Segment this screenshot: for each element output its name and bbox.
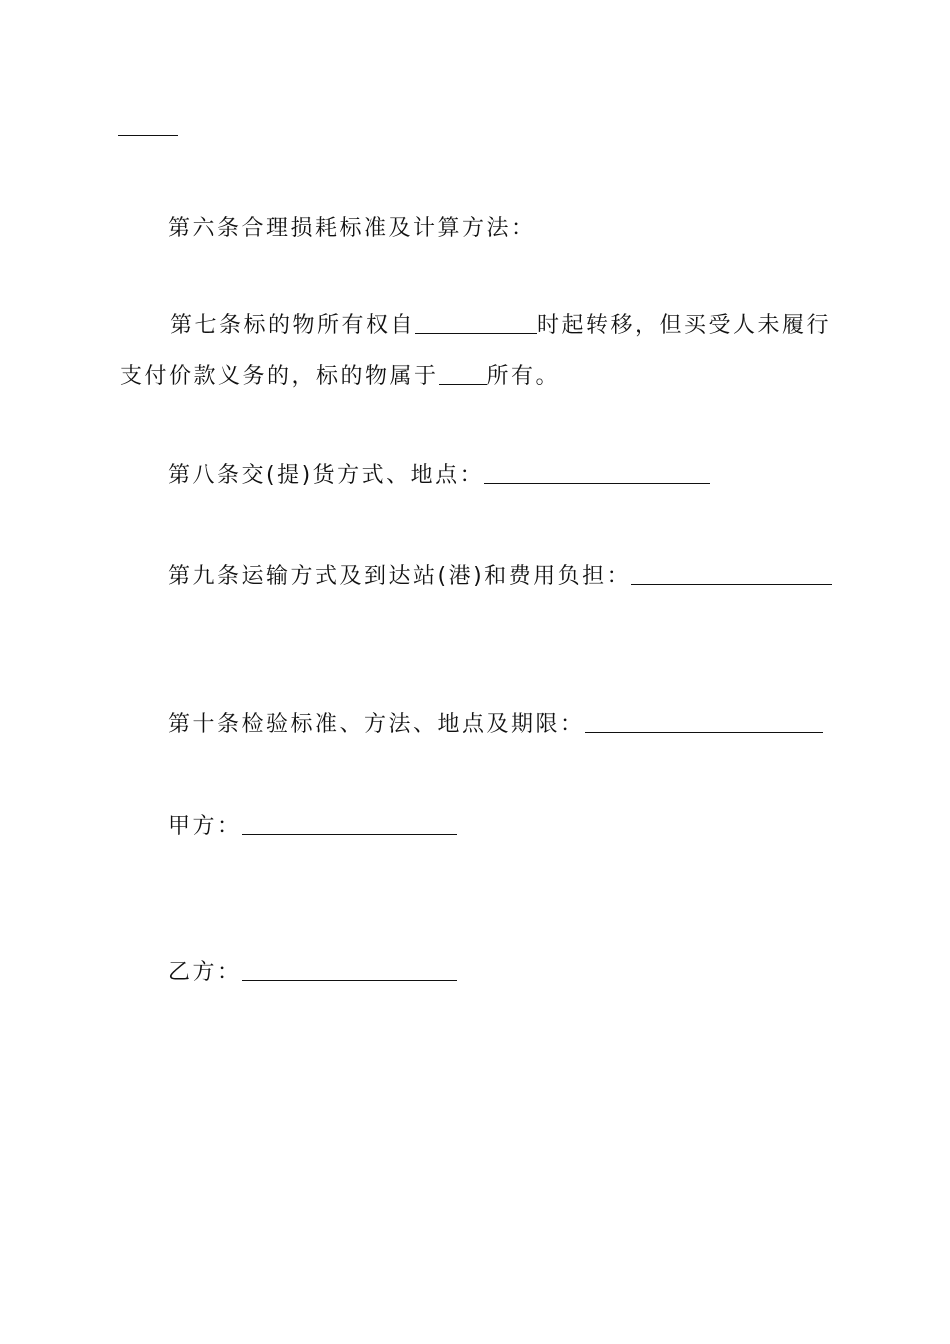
article-10-text: 第十条检验标准、方法、地点及期限： (168, 712, 585, 737)
article-8 (168, 461, 710, 491)
top-rule-line (118, 135, 178, 136)
article-7-prefix: 第七条标的物所有权自 (170, 313, 416, 338)
article-7-line-1 (170, 311, 831, 341)
transport-blank[interactable] (631, 564, 832, 585)
inspection-blank[interactable] (585, 712, 823, 733)
ownership-transfer-blank[interactable] (415, 313, 537, 334)
delivery-blank[interactable] (484, 463, 710, 484)
party-b-label: 乙方： (168, 960, 242, 985)
article-9 (168, 562, 832, 592)
article-8-text: 第八条交(提)货方式、地点： (168, 463, 485, 488)
party-b-line (168, 958, 457, 988)
article-7-suffix: 时起转移，但买受人未履行 (537, 313, 832, 338)
party-b-signature-blank[interactable] (242, 960, 457, 981)
article-9-text: 第九条运输方式及到达站(港)和费用负担： (168, 564, 632, 589)
article-10 (168, 710, 823, 740)
party-a-line (168, 812, 457, 842)
party-a-label: 甲方： (168, 814, 242, 839)
article-6-text: 第六条合理损耗标准及计算方法： (168, 216, 536, 241)
article-6 (168, 214, 536, 244)
article-7-line-2 (120, 362, 560, 392)
party-a-signature-blank[interactable] (242, 814, 457, 835)
owner-blank[interactable] (439, 364, 487, 385)
article-7-line2-suffix: 所有。 (486, 364, 561, 389)
article-7-line2-prefix: 支付价款义务的，标的物属于 (120, 364, 439, 389)
